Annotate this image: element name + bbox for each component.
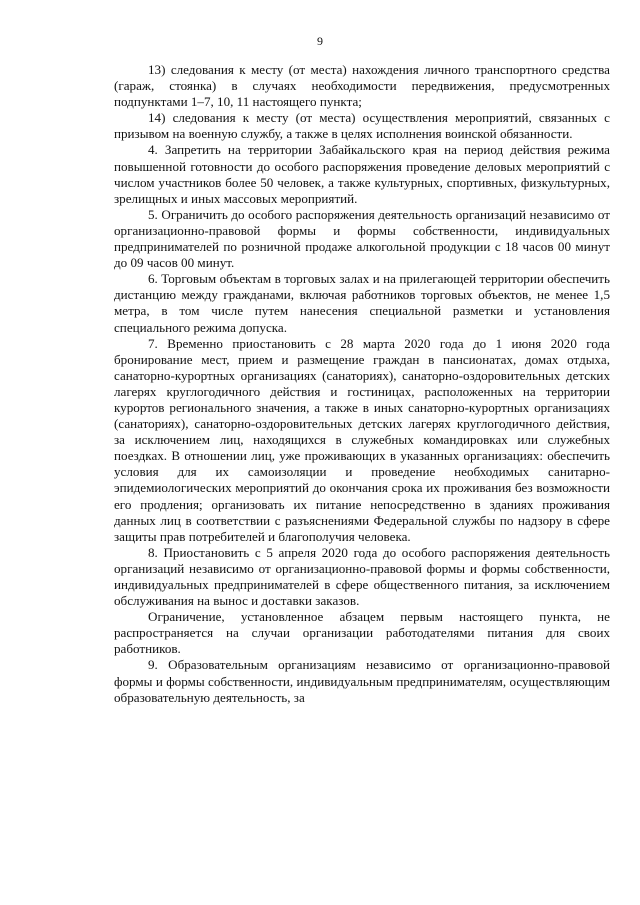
paragraph-clause-8-note: Ограничение, установленное абзацем первым настоящего пункта, не распространяется на случаи организации работодателями питания для своих работников. <box>114 609 610 657</box>
paragraph-item-13: 13) следования к месту (от места) нахождения личного транспортного средства (гараж, стоянка) в случаях необходимости передвижения, предусмотренных подпунктами 1–7, 10, 11 настоящего пункта; <box>114 62 610 110</box>
paragraph-clause-6: 6. Торговым объектам в торговых залах и на прилегающей территории обеспечить дистанцию между гражданами, включая работников торговых объектов, не менее 1,5 метра, в том числе путем нанесения специальной разметки и установления специального режима допуска. <box>114 271 610 335</box>
paragraph-clause-5: 5. Ограничить до особого распоряжения деятельность организаций независимо от организационно-правовой формы и формы собственности, индивидуальных предпринимателей по розничной продаже алкогольной продукции с 18 часов 00 минут до 09 часов 00 минут. <box>114 206 610 271</box>
paragraph-item-14: 14) следования к месту (от места) осуществления мероприятий, связанных с призывом на военную службу, а также в целях исполнения воинской обязанности. <box>114 110 610 142</box>
paragraph-clause-7: 7. Временно приостановить с 28 марта 2020 года до 1 июня 2020 года бронирование мест, прием и размещение граждан в пансионатах, домах отдыха, санаторно-курортных организациях (санаториях), санаторно-оздоровительных детских лагерях круглогодичного действия и гостиницах, расположенных на территории курортов регионального значения, а также в иных санаторно-курортных организациях (санаториях), санаторно-оздоровительных детских лагерях круглогодичного действия, за исключением лиц, находящихся в служебных командировках или служебных поездках. В отношении лиц, уже проживающих в указанных организациях: обеспечить условия для их самоизоляции и проведение необходимых санитарно-эпидемиологических мероприятий до окончания срока их проживания без возможности его продления; организовать их питание непосредственно в зданиях проживания данных лиц в соответствии с разъяснениями Федеральной службы по надзору в сфере защиты прав потребителей и благополучия человека. <box>114 335 610 544</box>
document-body <box>114 62 610 706</box>
paragraph-clause-4: 4. Запретить на территории Забайкальского края на период действия режима повышенной готовности до особого распоряжения проведение деловых мероприятий с числом участников более 50 человек, а также культурных, спортивных, физкультурных, зрелищных и иных массовых мероприятий. <box>114 142 610 206</box>
paragraph-clause-8: 8. Приостановить с 5 апреля 2020 года до особого распоряжения деятельность организаций независимо от организационно-правовой формы и формы собственности, индивидуальных предпринимателей в сфере общественного питания, за исключением обслуживания на вынос и доставки заказов. <box>114 544 610 609</box>
page-number: 9 <box>317 34 323 48</box>
paragraph-clause-9: 9. Образовательным организациям независимо от организационно-правовой формы и формы собственности, индивидуальным предпринимателям, осуществляющим образовательную деятельность, за <box>114 657 610 705</box>
